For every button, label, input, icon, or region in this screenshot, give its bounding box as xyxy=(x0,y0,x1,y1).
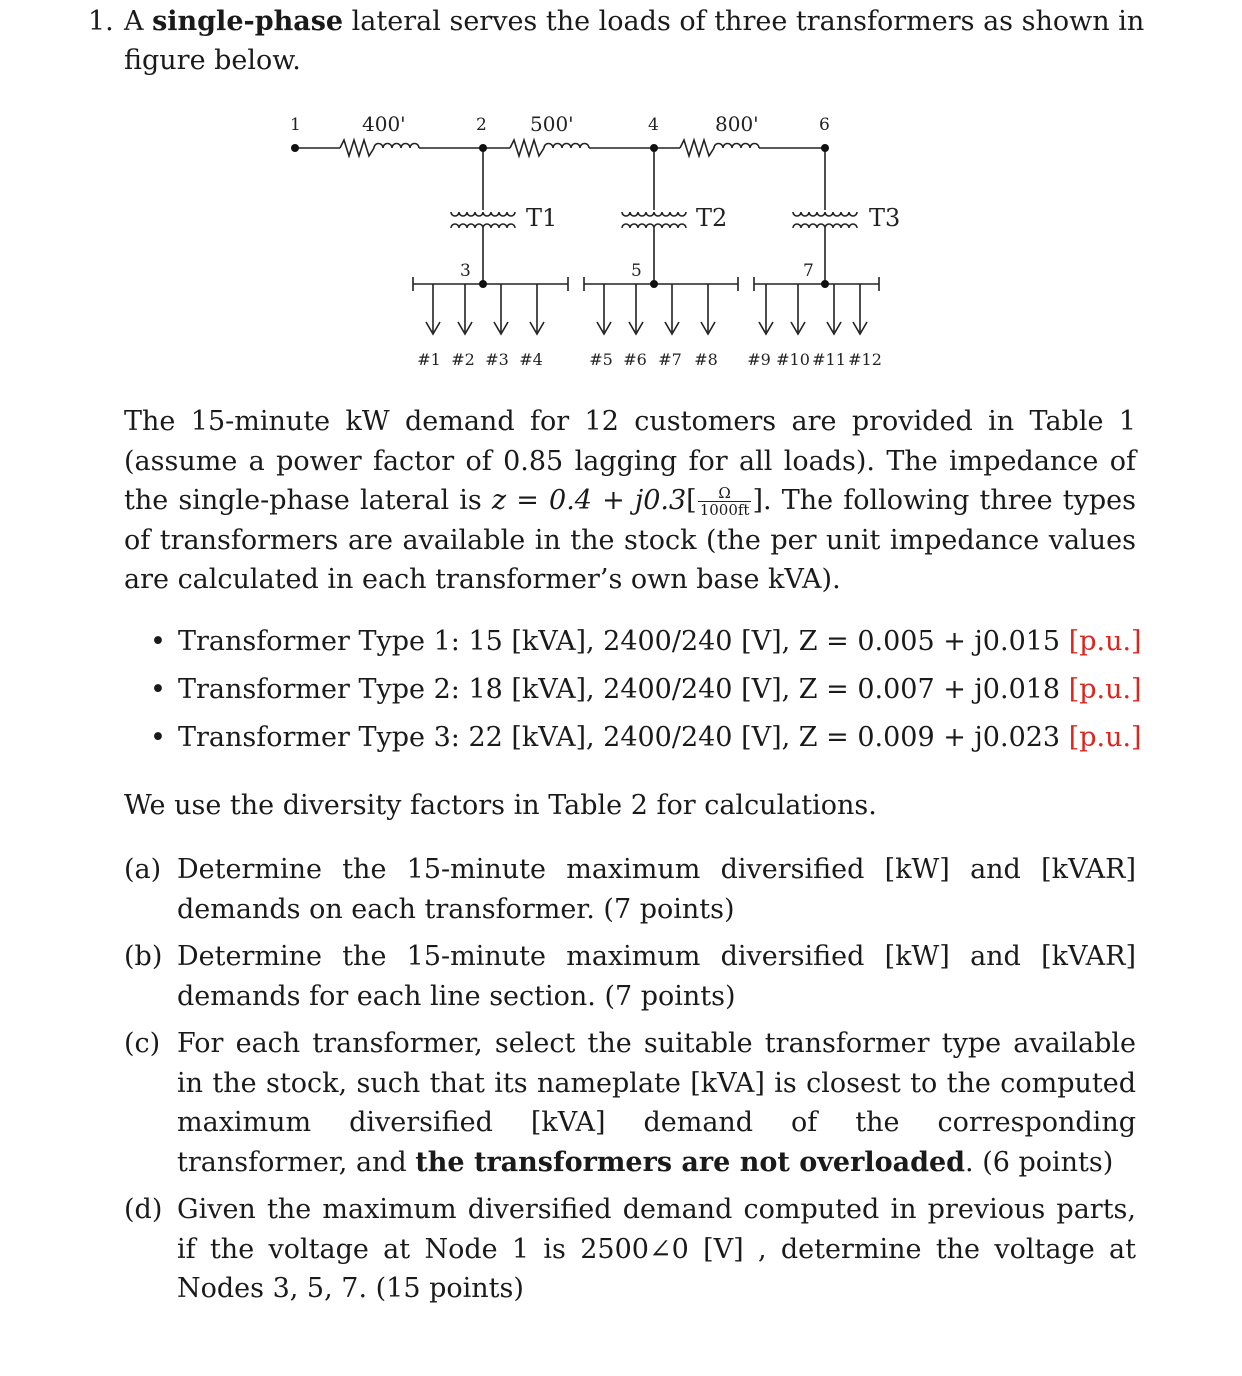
list-item xyxy=(150,670,1150,718)
fraction-denominator: 1000ft xyxy=(699,501,750,519)
customer-8: #8 xyxy=(694,350,718,369)
node-label-7: 7 xyxy=(803,261,814,281)
part-label: (d) xyxy=(124,1194,163,1225)
transformer-type-2: Transformer Type 2: 18 [kVA], 2400/240 [V], Z = 0.007 + j0.018 xyxy=(178,674,1069,705)
bullet-icon: • xyxy=(150,674,166,705)
part-c-text-b: . (6 points) xyxy=(965,1146,1114,1178)
customer-9: #9 xyxy=(747,350,771,369)
part-label: (c) xyxy=(124,1028,161,1059)
node-label-1: 1 xyxy=(290,115,301,135)
description-text-b: The following three types of transformers are available in the stock (the per unit impedance values are calculated in each transformer’s own base kVA). xyxy=(124,485,1136,595)
part-label: (b) xyxy=(124,941,163,972)
description-text-a: The 15-minute kW demand for 12 customers are provided in Table 1 (assume a power factor of 0.85 lagging for all loads). The impedance of the single-phase lateral is xyxy=(124,406,1136,516)
part-text: Determine the 15-minute maximum diversified [kW] and [kVAR] demands for each line section. (7 points) xyxy=(177,941,1136,1012)
transformer-type-list xyxy=(150,622,1150,766)
customer-10: #10 xyxy=(776,350,810,369)
part-c-text-a: For each transformer, select the suitable transformer type available in the stock, such that its nameplate [kVA] is closest to the computed maximum diversified [kVA] demand of the corresponding transformer, and xyxy=(177,1028,1136,1178)
customer-2: #2 xyxy=(451,350,475,369)
pu-unit: [p.u.] xyxy=(1068,722,1142,753)
distance-800: 800' xyxy=(715,112,759,136)
transformer-type-3: Transformer Type 3: 22 [kVA], 2400/240 [V], Z = 0.009 + j0.023 xyxy=(178,722,1069,753)
customer-4: #4 xyxy=(519,350,543,369)
list-item xyxy=(150,718,1150,766)
list-item xyxy=(150,622,1150,670)
bullet-icon: • xyxy=(150,722,166,753)
transformer-label-t3: T3 xyxy=(869,204,901,232)
customer-11: #11 xyxy=(812,350,846,369)
impedance-formula: z = 0.4 + j0.3 xyxy=(491,485,687,516)
part-b xyxy=(124,937,1136,1016)
problem-number: 1. xyxy=(88,6,114,37)
part-text: Determine the 15-minute maximum diversified [kW] and [kVAR] demands on each transformer. (7 points) xyxy=(177,854,1136,925)
intro-text-a: A xyxy=(124,6,153,37)
node-label-4: 4 xyxy=(648,115,659,135)
customer-3: #3 xyxy=(485,350,509,369)
transformer-label-t2: T2 xyxy=(696,204,728,232)
lateral-diagram xyxy=(270,100,910,390)
customer-6: #6 xyxy=(623,350,647,369)
distance-500: 500' xyxy=(530,112,574,136)
customer-12: #12 xyxy=(848,350,882,369)
customer-1: #1 xyxy=(417,350,441,369)
transformer-label-t1: T1 xyxy=(526,204,558,232)
customer-7: #7 xyxy=(658,350,682,369)
part-text: Given the maximum diversified demand computed in previous parts, if the voltage at Node 1 is 2500∠0 [V] , determine the voltage at Nodes 3, 5, 7. (15 points) xyxy=(177,1194,1136,1304)
intro-bold: single-phase xyxy=(152,6,344,37)
part-c xyxy=(124,1024,1136,1182)
transformer-type-1: Transformer Type 1: 15 [kVA], 2400/240 [V], Z = 0.005 + j0.015 xyxy=(178,626,1069,657)
node-label-3: 3 xyxy=(460,261,471,281)
intro-text-b: lateral serves the loads of three transformers as shown in figure below. xyxy=(124,6,1145,76)
node-label-6: 6 xyxy=(819,115,830,135)
part-text xyxy=(177,1024,1136,1182)
part-a xyxy=(124,850,1136,929)
part-label: (a) xyxy=(124,854,162,885)
bullet-icon: • xyxy=(150,626,166,657)
node-label-2: 2 xyxy=(476,115,487,135)
diversity-note: We use the diversity factors in Table 2 for calculations. xyxy=(124,790,877,821)
fraction-numerator: Ω xyxy=(698,485,752,502)
question-parts xyxy=(124,850,1136,1317)
problem-statement xyxy=(88,2,1148,80)
problem-description: The 15-minute kW demand for 12 customers are provided in Table 1 (assume a power factor of 0.85 lagging for all loads). The impedance of the single-phase lateral is z = 0.4 + j0.3[ $\frac{\Omega}{1000ft}$ ]. The following three types of transformers are available in the stock (the per unit impedance values are calculated in each transformer’s own base kVA). xyxy=(124,406,1136,595)
pu-unit: [p.u.] xyxy=(1068,674,1142,705)
node-label-5: 5 xyxy=(631,261,642,281)
pu-unit: [p.u.] xyxy=(1068,626,1142,657)
problem-intro xyxy=(124,2,1148,80)
distance-400: 400' xyxy=(362,112,406,136)
lateral-diagram-svg xyxy=(270,100,910,390)
part-c-bold: the transformers are not overloaded xyxy=(415,1146,966,1178)
customer-5: #5 xyxy=(589,350,613,369)
part-d xyxy=(124,1190,1136,1309)
impedance-unit-fraction xyxy=(698,485,752,518)
